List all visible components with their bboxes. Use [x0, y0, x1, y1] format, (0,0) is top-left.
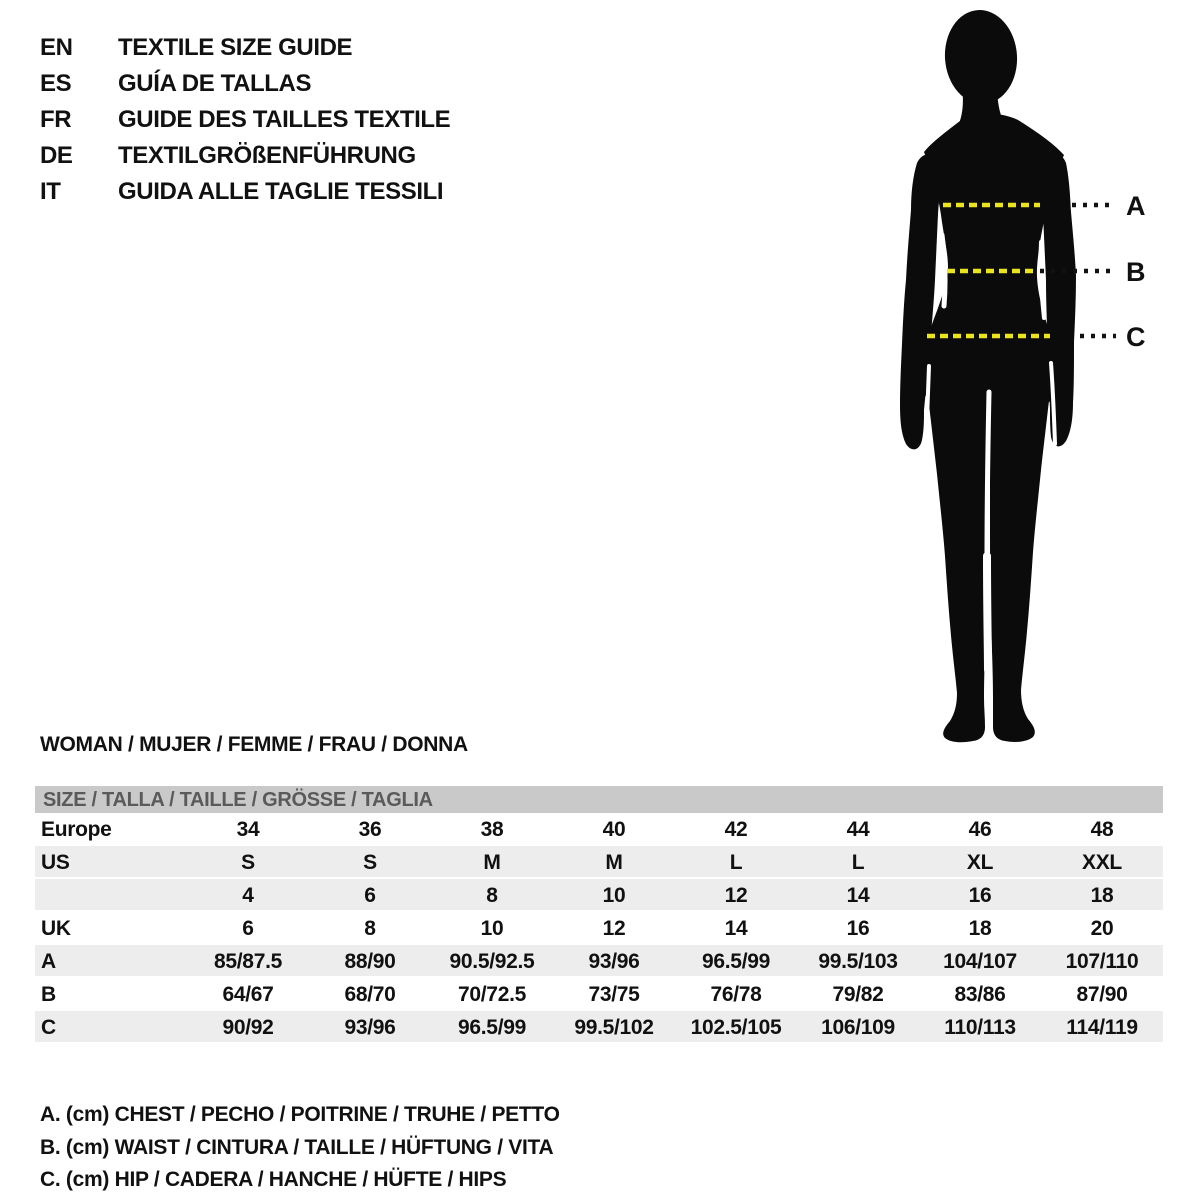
table-header: SIZE / TALLA / TAILLE / GRÖSSE / TAGLIA — [35, 786, 1163, 813]
silhouette-left-leg — [924, 358, 990, 742]
size-cell: M — [605, 850, 623, 874]
size-cell: 102.5/105 — [690, 1015, 782, 1039]
table-row — [35, 813, 1163, 846]
language-title: TEXTILE SIZE GUIDE — [118, 34, 353, 61]
row-label: B — [41, 982, 56, 1006]
size-cell: 12 — [724, 883, 748, 907]
measurement-legend — [40, 1099, 560, 1197]
language-row — [40, 102, 450, 138]
size-cell: 16 — [846, 916, 870, 940]
size-cell: 16 — [968, 883, 992, 907]
legend-item: B. (cm) WAIST / CINTURA / TAILLE / HÜFTUNG / VITA — [40, 1135, 554, 1159]
size-cell: 93/96 — [588, 949, 640, 973]
measure-label-b: B — [1126, 257, 1146, 287]
size-cell: 48 — [1090, 817, 1114, 841]
gap-left-waist — [942, 235, 945, 306]
language-title: TEXTILGRÖßENFÜHRUNG — [118, 142, 416, 169]
legend-item: A. (cm) CHEST / PECHO / POITRINE / TRUHE / PETTO — [40, 1103, 560, 1126]
size-cell: 34 — [236, 817, 260, 841]
size-cell: 99.5/102 — [574, 1015, 654, 1039]
size-cell: 106/109 — [821, 1015, 895, 1039]
language-row — [40, 174, 450, 210]
row-label: C — [41, 1015, 56, 1039]
language-row — [40, 66, 450, 102]
size-cell: 96.5/99 — [458, 1015, 526, 1039]
size-cell: 6 — [364, 883, 376, 907]
language-title: GUÍA DE TALLAS — [118, 70, 312, 97]
language-title: GUIDE DES TAILLES TEXTILE — [118, 106, 451, 133]
size-cell: 18 — [1090, 883, 1114, 907]
table-row — [35, 846, 1163, 879]
size-cell: 79/82 — [832, 982, 884, 1006]
size-cell: 8 — [486, 883, 498, 907]
size-cell: L — [851, 850, 865, 874]
language-title-list — [40, 30, 450, 210]
size-cell: 36 — [358, 817, 382, 841]
size-cell: 64/67 — [222, 982, 274, 1006]
size-cell: 90.5/92.5 — [449, 949, 535, 973]
size-cell: 73/75 — [588, 982, 640, 1006]
size-cell: 42 — [724, 817, 748, 841]
size-cell: 68/70 — [344, 982, 396, 1006]
language-code: IT — [40, 178, 61, 205]
size-table — [35, 786, 1163, 1044]
size-cell: XL — [966, 850, 994, 874]
size-cell: S — [241, 850, 255, 874]
language-code: EN — [40, 34, 73, 61]
size-cell: 99.5/103 — [818, 949, 898, 973]
language-code: DE — [40, 142, 73, 169]
size-cell: S — [363, 850, 377, 874]
size-cell: 14 — [724, 916, 748, 940]
gap-right-waist — [1041, 242, 1044, 318]
size-cell: 85/87.5 — [214, 949, 282, 973]
language-row — [40, 30, 450, 66]
language-title: GUIDA ALLE TAGLIE TESSILI — [118, 178, 444, 205]
row-label: UK — [41, 916, 71, 940]
legend-item: C. (cm) HIP / CADERA / HANCHE / HÜFTE / HIPS — [40, 1168, 507, 1191]
size-cell: 20 — [1090, 916, 1114, 940]
size-cell: 88/90 — [344, 949, 396, 973]
size-cell: 8 — [364, 916, 376, 940]
size-cell: 107/110 — [1065, 949, 1139, 973]
size-cell: 104/107 — [943, 949, 1017, 973]
table-row — [35, 945, 1163, 978]
size-cell: 4 — [242, 883, 254, 907]
table-row — [35, 1011, 1163, 1044]
size-cell: XXL — [1082, 850, 1122, 874]
size-cell: 93/96 — [344, 1015, 396, 1039]
row-label: A — [41, 949, 56, 973]
language-row — [40, 138, 450, 174]
size-cell: 44 — [846, 817, 870, 841]
size-cell: 18 — [968, 916, 992, 940]
size-cell: 76/78 — [710, 982, 762, 1006]
language-code: ES — [40, 70, 72, 97]
table-row — [35, 879, 1163, 912]
row-label: Europe — [41, 817, 112, 841]
size-cell: 12 — [602, 916, 626, 940]
size-cell: L — [729, 850, 743, 874]
measure-label-c: C — [1126, 322, 1146, 352]
measure-label-a: A — [1126, 191, 1146, 221]
language-code: FR — [40, 106, 72, 133]
size-cell: 10 — [602, 883, 626, 907]
size-cell: 40 — [602, 817, 626, 841]
row-label: US — [41, 850, 70, 874]
size-cell: 114/119 — [1066, 1015, 1138, 1039]
size-cell: 70/72.5 — [458, 982, 526, 1006]
table-body — [35, 813, 1163, 1044]
size-cell: M — [483, 850, 501, 874]
size-cell: 6 — [242, 916, 254, 940]
size-cell: 46 — [968, 817, 992, 841]
size-cell: 83/86 — [954, 982, 1006, 1006]
section-title: WOMAN / MUJER / FEMME / FRAU / DONNA — [40, 733, 468, 756]
silhouette-right-leg — [990, 354, 1054, 742]
gap-between-calves — [987, 556, 988, 670]
size-cell: 14 — [846, 883, 870, 907]
size-cell: 38 — [480, 817, 504, 841]
size-cell: 87/90 — [1076, 982, 1128, 1006]
woman-silhouette-figure — [890, 0, 1200, 760]
size-cell: 10 — [480, 916, 504, 940]
table-row — [35, 912, 1163, 945]
table-row — [35, 978, 1163, 1011]
size-cell: 96.5/99 — [702, 949, 770, 973]
size-cell: 90/92 — [222, 1015, 274, 1039]
size-cell: 110/113 — [944, 1015, 1016, 1039]
